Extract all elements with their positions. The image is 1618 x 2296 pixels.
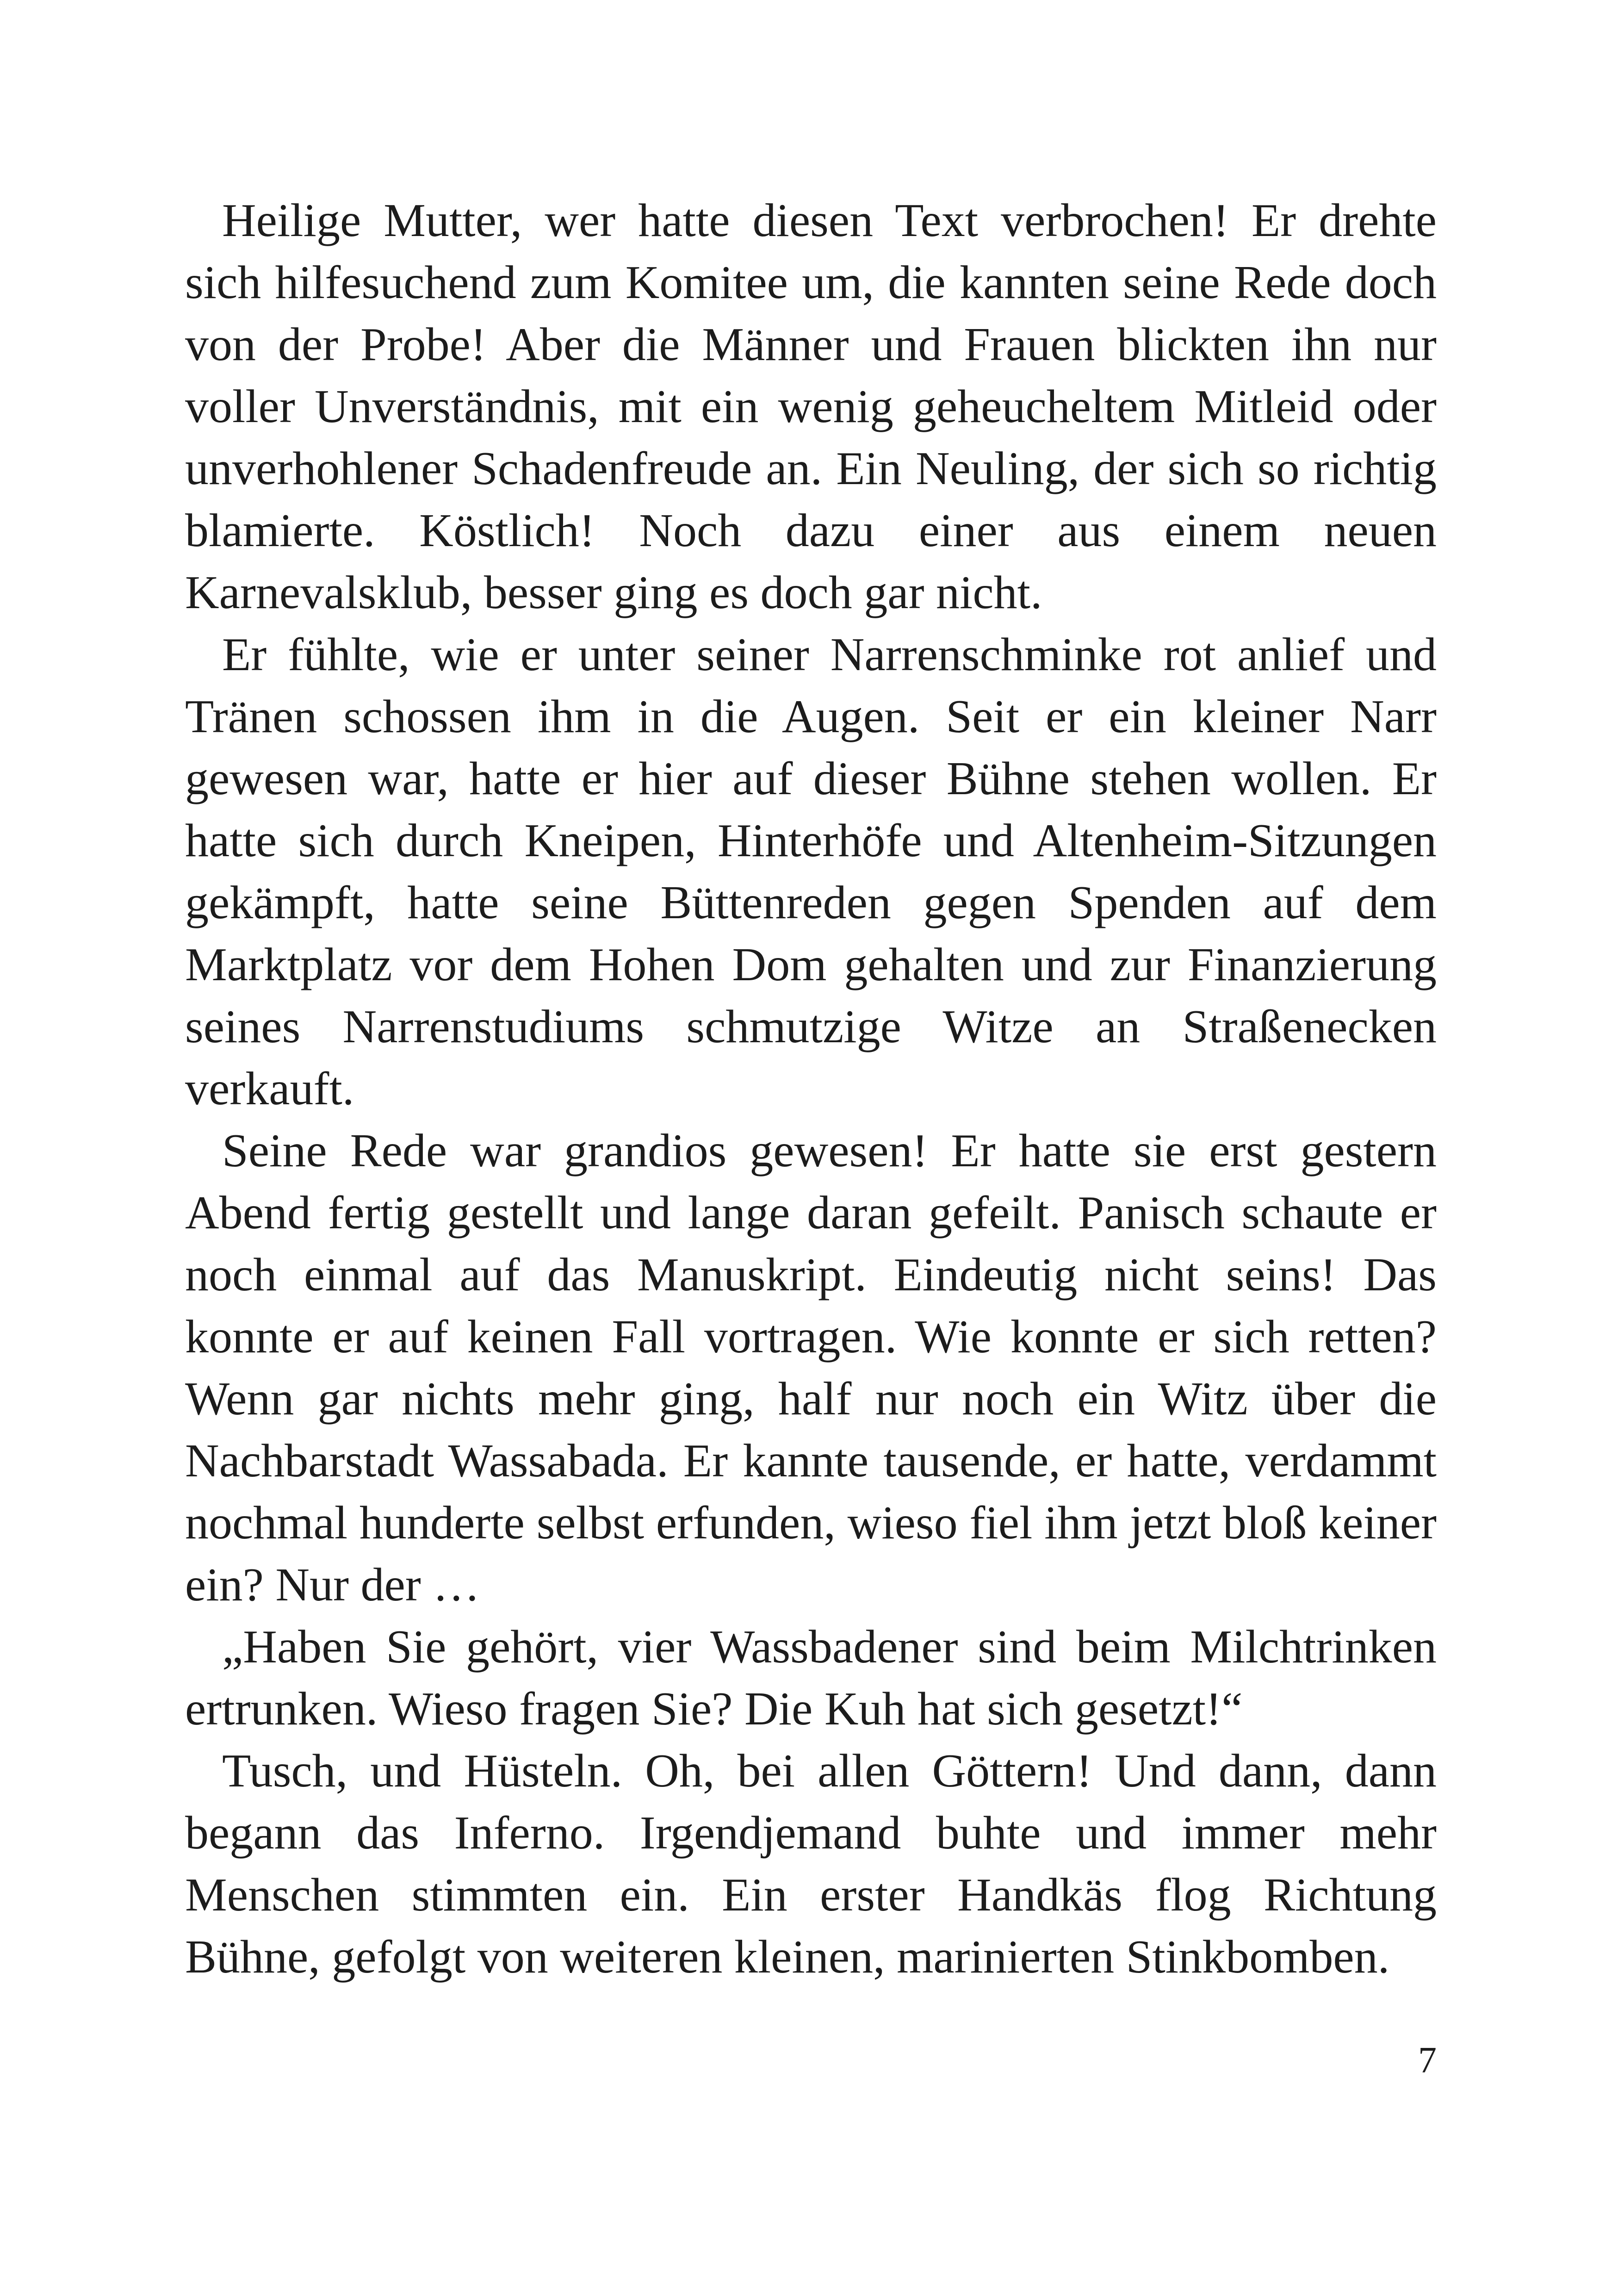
paragraph-3: Seine Rede war grandios gewesen! Er hatte sie erst gestern Abend fertig gestellt und lange daran gefeilt. Panisch schaute er noch einmal auf das Manuskript. Eindeutig nicht seins! Das konnte er auf keinen Fall vortragen. Wie konnte er sich retten? Wenn gar nichts mehr ging, half nur noch ein Witz über die Nachbarstadt Wassabada. Er kannte tausende, er hatte, verdammt nochmal hunderte selbst erfunden, wieso fiel ihm jetzt bloß keiner ein? Nur der …: [185, 1125, 1437, 1611]
paragraph-5: Tusch, und Hüsteln. Oh, bei allen Göttern! Und dann, dann begann das Inferno. Irgendjemand buhte und immer mehr Menschen stimmten ein. Ein erster Handkäs flog Richtung Bühne, gefolgt von weiteren kleinen, marinierten Stinkbomben.: [185, 1745, 1437, 1983]
paragraph-4: „Haben Sie gehört, vier Wassbadener sind beim Milchtrinken ertrunken. Wieso fragen Sie? Die Kuh hat sich gesetzt!“: [185, 1621, 1437, 1735]
book-page-text: [185, 190, 1437, 1988]
paragraph-1: Heilige Mutter, wer hatte diesen Text verbrochen! Er drehte sich hilfesuchend zum Komitee um, die kannten seine Rede doch von der Probe! Aber die Männer und Frauen blickten ihn nur voller Unverständnis, mit ein wenig geheucheltem Mitleid oder unverhohlener Schadenfreude an. Ein Neuling, der sich so richtig blamierte. Köstlich! Noch dazu einer aus einem neuen Karnevalsklub, besser ging es doch gar nicht.: [185, 194, 1437, 619]
page-number: 7: [1418, 2040, 1437, 2081]
paragraph-2: Er fühlte, wie er unter seiner Narrenschminke rot anlief und Tränen schossen ihm in die Augen. Seit er ein kleiner Narr gewesen war, hatte er hier auf dieser Bühne stehen wollen. Er hatte sich durch Kneipen, Hinterhöfe und Altenheim-Sitzungen gekämpft, hatte seine Büttenreden gegen Spenden auf dem Marktplatz vor dem Hohen Dom gehalten und zur Finanzierung seines Narrenstudiums schmutzige Witze an Straßenecken verkauft.: [185, 628, 1437, 1115]
